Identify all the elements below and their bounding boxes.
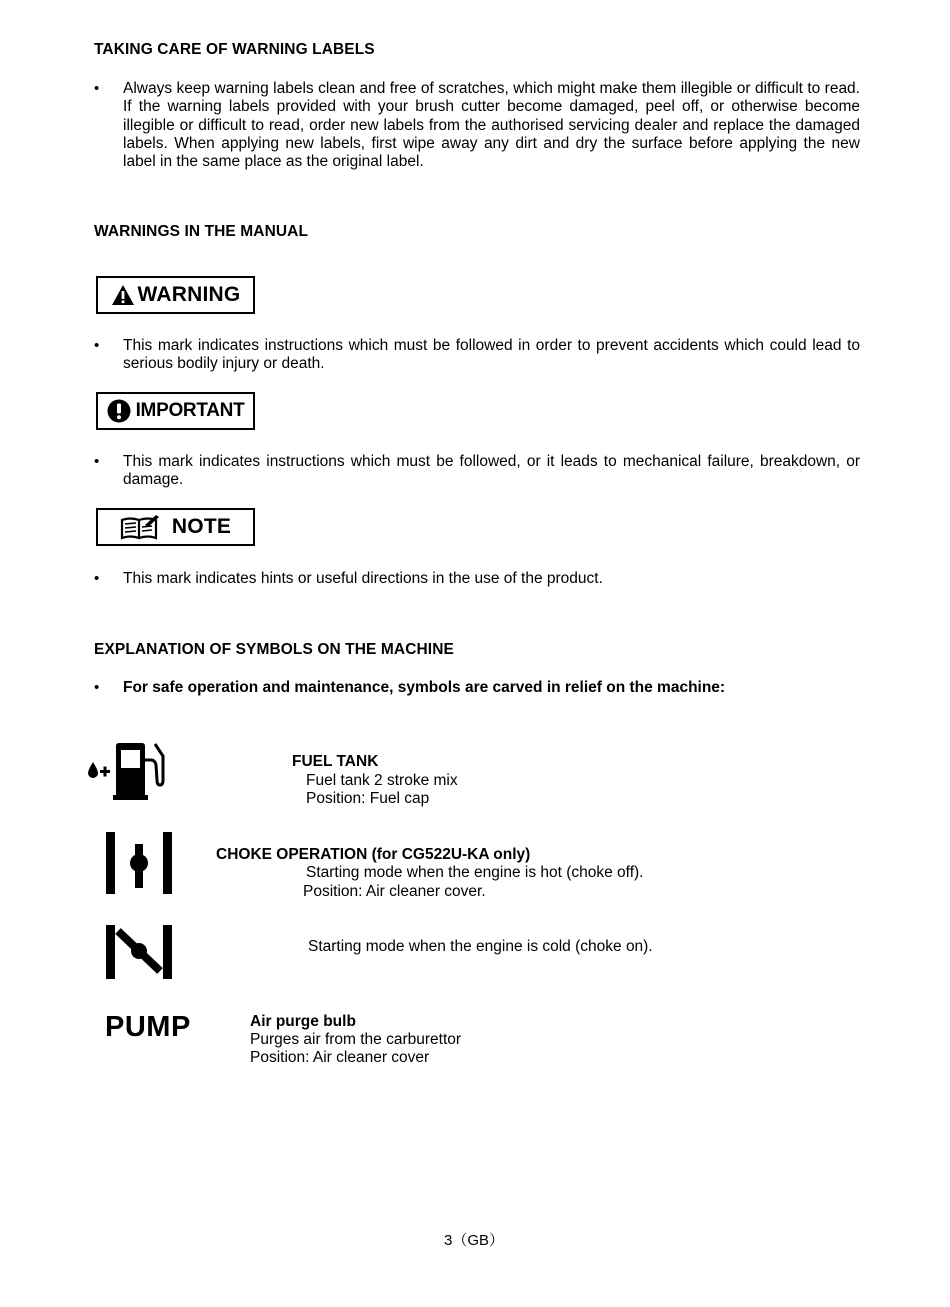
- bullet: •: [94, 80, 100, 97]
- fuel-tank-line2: Position: Fuel cap: [306, 790, 430, 807]
- warning-label-text: WARNING: [137, 283, 241, 306]
- care-paragraph: Always keep warning labels clean and free of scratches, which might make them illegible or difficult to read. If the warning labels provided with your brush cutter become damaged, peel off, or otherwise become illegible or difficult to read, order new labels from the authorised servicing dealer and replace the damaged labels. When applying new labels, first wipe away any dirt and dry the surface before applying the new label in the same place as the original label.: [123, 80, 860, 171]
- important-label: [96, 392, 255, 430]
- note-label: [96, 508, 255, 546]
- air-purge-line1: Purges air from the carburettor: [250, 1031, 462, 1048]
- bullet: •: [94, 679, 100, 696]
- bullet: •: [94, 570, 100, 587]
- heading-care: TAKING CARE OF WARNING LABELS: [94, 41, 375, 58]
- air-purge-title: Air purge bulb: [250, 1013, 356, 1030]
- choke-on-line1: Starting mode when the engine is cold (choke on).: [308, 938, 653, 955]
- heading-symbols: EXPLANATION OF SYMBOLS ON THE MACHINE: [94, 641, 454, 658]
- page-number: 3（GB）: [444, 1232, 505, 1249]
- choke-off-line2: Position: Air cleaner cover.: [303, 883, 486, 900]
- exclamation-circle-icon: [107, 399, 131, 423]
- air-purge-line2: Position: Air cleaner cover: [250, 1049, 430, 1066]
- fuel-tank-line1: Fuel tank 2 stroke mix: [306, 772, 458, 789]
- heading-manual: WARNINGS IN THE MANUAL: [94, 223, 309, 240]
- warning-description: This mark indicates instructions which must be followed in order to prevent accidents which could lead to serious bodily injury or death.: [123, 337, 860, 373]
- choke-off-icon: [104, 830, 176, 896]
- choke-on-icon: [104, 923, 176, 981]
- note-label-text: NOTE: [171, 515, 232, 538]
- note-description: This mark indicates hints or useful directions in the use of the product.: [123, 570, 603, 587]
- bullet: •: [94, 453, 100, 470]
- symbols-intro: For safe operation and maintenance, symbols are carved in relief on the machine:: [123, 679, 726, 696]
- important-description: This mark indicates instructions which must be followed, or it leads to mechanical failure, breakdown, or damage.: [123, 453, 860, 489]
- bullet: •: [94, 337, 100, 354]
- important-label-text: IMPORTANT: [135, 400, 245, 421]
- choke-off-line1: Starting mode when the engine is hot (choke off).: [306, 864, 644, 881]
- fuel-pump-icon: [85, 742, 169, 802]
- warning-triangle-icon: [111, 284, 135, 306]
- choke-title: CHOKE OPERATION (for CG522U-KA only): [216, 846, 531, 863]
- fuel-tank-title: FUEL TANK: [292, 753, 379, 770]
- pump-symbol: PUMP: [105, 1011, 191, 1043]
- open-book-icon: [120, 514, 160, 540]
- warning-label: [96, 276, 255, 314]
